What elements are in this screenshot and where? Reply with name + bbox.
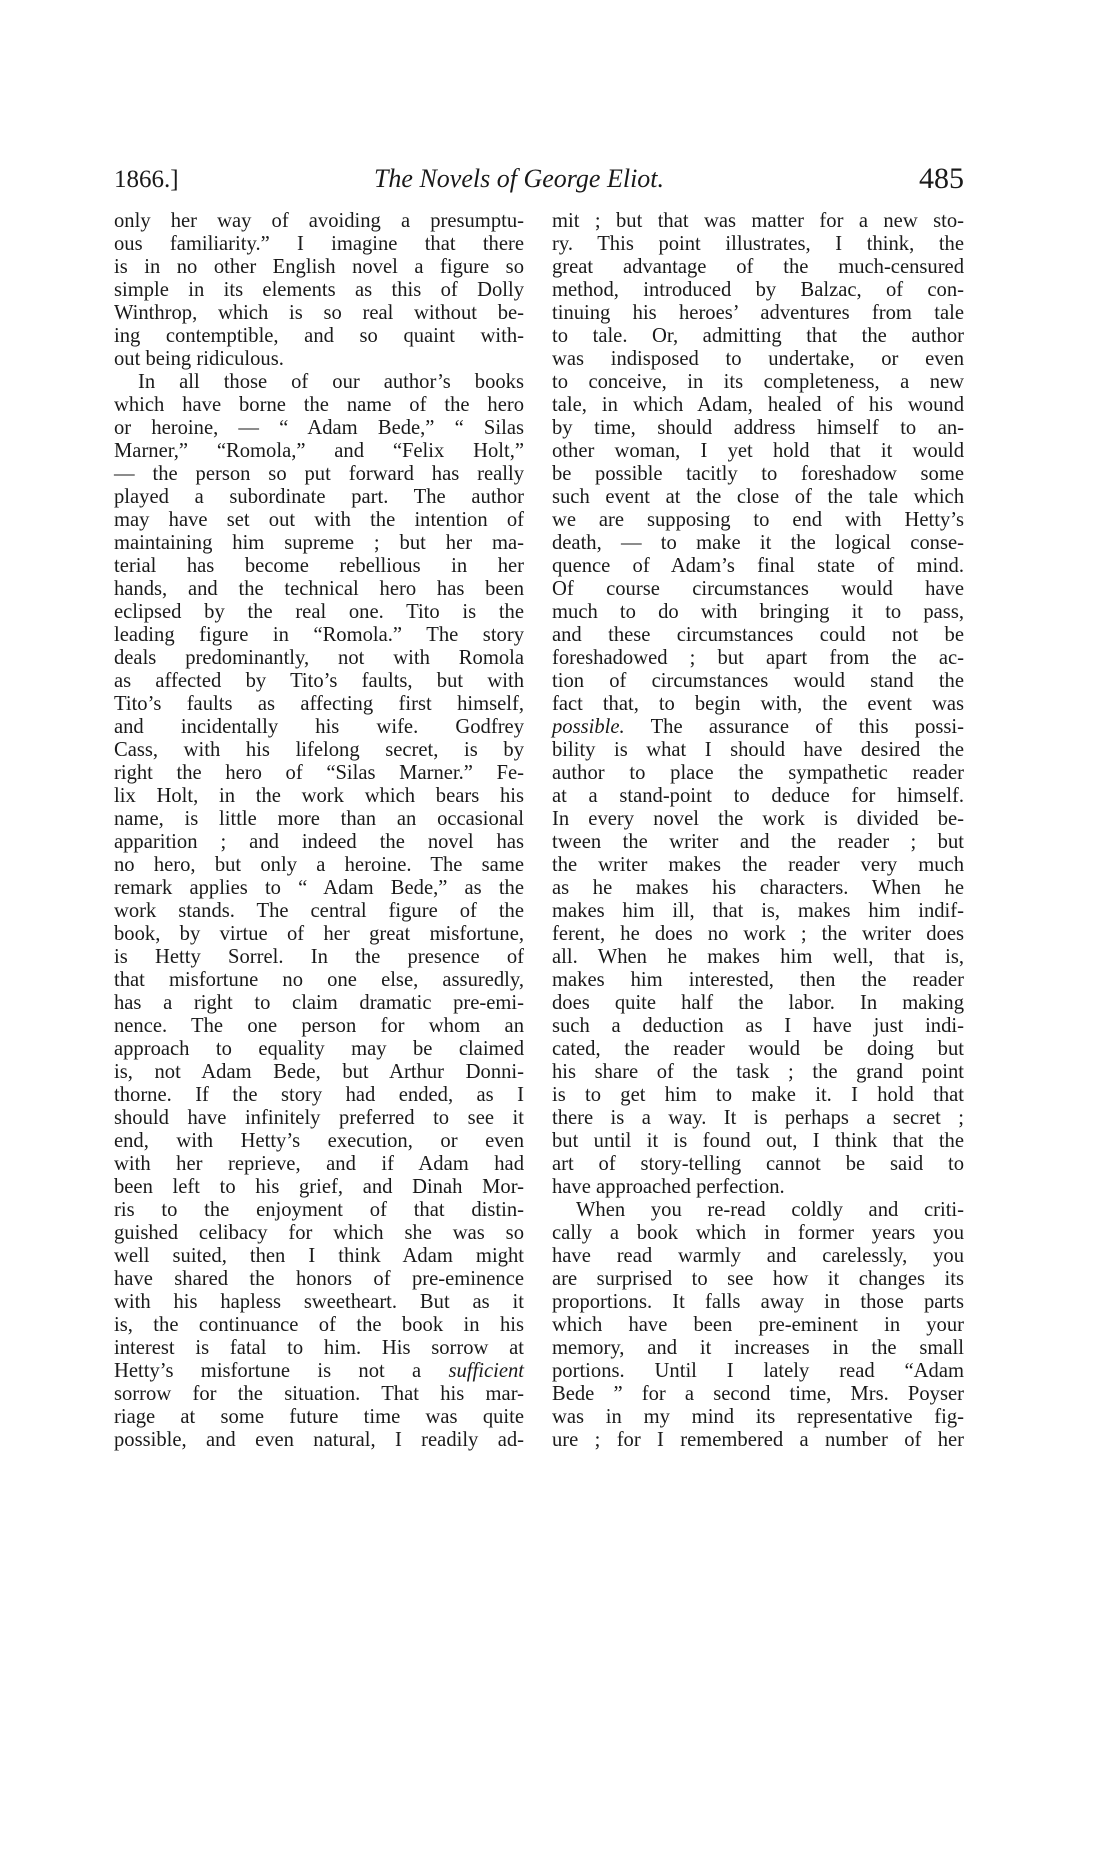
text-line: should have infinitely preferred to see it [114,1107,524,1129]
text-line: is, not Adam Bede, but Arthur Donni- [114,1061,524,1083]
text-line: ure ; for I remembered a number of her [552,1429,964,1451]
text-line: name, is little more than an occasional [114,808,524,830]
header-year: 1866.] [114,166,179,193]
text-line: guished celibacy for which she was so [114,1222,524,1244]
text-line: makes him interested, then the reader [552,969,964,991]
text-line: portions. Until I lately read “Adam [552,1360,964,1382]
page-number: 485 [919,162,964,195]
text-line: that misfortune no one else, assuredly, [114,969,524,991]
text-line: was indisposed to undertake, or even [552,348,964,370]
text-line: we are supposing to end with Hetty’s [552,509,964,531]
text-line: Hetty’s misfortune is not a sufficient [114,1360,524,1382]
text-line: does quite half the labor. In making [552,992,964,1014]
text-line: have shared the honors of pre-eminence [114,1268,524,1290]
text-line: his share of the task ; the grand point [552,1061,964,1083]
text-line: Cass, with his lifelong secret, is by [114,739,524,761]
text-line: Marner,” “Romola,” and “Felix Holt,” [114,440,524,462]
text-line: deals predominantly, not with Romola [114,647,524,669]
text-line: Bede ” for a second time, Mrs. Poyser [552,1383,964,1405]
text-line: terial has become rebellious in her [114,555,524,577]
text-line: bility is what I should have desired the [552,739,964,761]
text-line: such a deduction as I have just indi- [552,1015,964,1037]
text-line: When you re-read coldly and criti- [576,1199,964,1221]
text-line: has a right to claim dramatic pre-emi- [114,992,524,1014]
text-line: possible. The assurance of this possi- [552,716,964,738]
text-line: which have been pre-eminent in your [552,1314,964,1336]
text-line: death, — to make it the logical conse- [552,532,964,554]
text-line: memory, and it increases in the small [552,1337,964,1359]
text-line: great advantage of the much-censured [552,256,964,278]
text-line: mit ; but that was matter for a new sto- [552,210,964,232]
text-line: tion of circumstances would stand the [552,670,964,692]
text-line: Winthrop, which is so real without be- [114,302,524,324]
text-line: but until it is found out, I think that the [552,1130,964,1152]
text-line: is, the continuance of the book in his [114,1314,524,1336]
text-line: cally a book which in former years you [552,1222,964,1244]
text-line: book, by virtue of her great misfortune, [114,923,524,945]
text-line: much to do with bringing it to pass, [552,601,964,623]
text-line: remark applies to “ Adam Bede,” as the [114,877,524,899]
text-line: maintaining him supreme ; but her ma- [114,532,524,554]
text-line: was in my mind its representative fig- [552,1406,964,1428]
text-line: played a subordinate part. The author [114,486,524,508]
text-line: nence. The one person for whom an [114,1015,524,1037]
text-line: other woman, I yet hold that it would [552,440,964,462]
text-line: In every novel the work is divided be- [552,808,964,830]
text-line: end, with Hetty’s execution, or even [114,1130,524,1152]
text-line: leading figure in “Romola.” The story [114,624,524,646]
text-line: be possible tacitly to foreshadow some [552,463,964,485]
text-line: have approached perfection. [552,1176,785,1198]
text-line: as affected by Tito’s faults, but with [114,670,524,692]
text-line: at a stand-point to deduce for himself. [552,785,964,807]
text-line: apparition ; and indeed the novel has [114,831,524,853]
text-line: is in no other English novel a figure so [114,256,524,278]
text-line: foreshadowed ; but apart from the ac- [552,647,964,669]
text-line: hands, and the technical hero has been [114,578,524,600]
text-line: may have set out with the intention of [114,509,524,531]
text-line: as he makes his characters. When he [552,877,964,899]
text-line: by time, should address himself to an- [552,417,964,439]
text-line: proportions. It falls away in those parts [552,1291,964,1313]
text-line: lix Holt, in the work which bears his [114,785,524,807]
header-title: The Novels of George Eliot. [373,164,665,193]
text-line: no hero, but only a heroine. The same [114,854,524,876]
text-line: cated, the reader would be doing but [552,1038,964,1060]
text-line: makes him ill, that is, makes him indif- [552,900,964,922]
text-line: is Hetty Sorrel. In the presence of [114,946,524,968]
text-line: art of story-telling cannot be said to [552,1153,964,1175]
text-line: have read warmly and carelessly, you [552,1245,964,1267]
text-line: ous familiarity.” I imagine that there [114,233,524,255]
text-line: sorrow for the situation. That his mar- [114,1383,524,1405]
text-line: and these circumstances could not be [552,624,964,646]
text-column-right [552,210,964,1452]
text-line: Of course circumstances would have [552,578,964,600]
text-line: right the hero of “Silas Marner.” Fe- [114,762,524,784]
text-line: to tale. Or, admitting that the author [552,325,964,347]
text-line: out being ridiculous. [114,348,284,370]
text-line: and incidentally his wife. Godfrey [114,716,524,738]
text-line: such event at the close of the tale which [552,486,964,508]
text-line: possible, and even natural, I readily ad- [114,1429,524,1451]
text-line: tinuing his heroes’ adventures from tale [552,302,964,324]
text-line: with her reprieve, and if Adam had [114,1153,524,1175]
text-line: is to get him to make it. I hold that [552,1084,964,1106]
text-line: In all those of our author’s books [138,371,524,393]
text-line: riage at some future time was quite [114,1406,524,1428]
text-line: ris to the enjoyment of that distin- [114,1199,524,1221]
text-column-left [114,210,524,1452]
text-line: fact that, to begin with, the event was [552,693,964,715]
text-line: ry. This point illustrates, I think, the [552,233,964,255]
text-line: only her way of avoiding a presumptu- [114,210,524,232]
text-line: eclipsed by the real one. Tito is the [114,601,524,623]
text-line: tale, in which Adam, healed of his wound [552,394,964,416]
text-line: the writer makes the reader very much [552,854,964,876]
text-line: or heroine, — “ Adam Bede,” “ Silas [114,417,524,439]
text-line: well suited, then I think Adam might [114,1245,524,1267]
text-line: to conceive, in its completeness, a new [552,371,964,393]
text-line: thorne. If the story had ended, as I [114,1084,524,1106]
text-line: there is a way. It is perhaps a secret ; [552,1107,964,1129]
text-line: are surprised to see how it changes its [552,1268,964,1290]
text-line: ing contemptible, and so quaint with- [114,325,524,347]
text-line: Tito’s faults as affecting first himself, [114,693,524,715]
text-line: tween the writer and the reader ; but [552,831,964,853]
text-line: — the person so put forward has really [114,463,524,485]
text-line: with his hapless sweetheart. But as it [114,1291,524,1313]
text-line: been left to his grief, and Dinah Mor- [114,1176,524,1198]
text-line: simple in its elements as this of Dolly [114,279,524,301]
text-line: which have borne the name of the hero [114,394,524,416]
running-header [114,160,964,200]
text-line: ferent, he does no work ; the writer does [552,923,964,945]
text-line: work stands. The central figure of the [114,900,524,922]
text-line: method, introduced by Balzac, of con- [552,279,964,301]
text-line: all. When he makes him well, that is, [552,946,964,968]
text-line: author to place the sympathetic reader [552,762,964,784]
text-line: quence of Adam’s final state of mind. [552,555,964,577]
text-line: approach to equality may be claimed [114,1038,524,1060]
text-line: interest is fatal to him. His sorrow at [114,1337,524,1359]
